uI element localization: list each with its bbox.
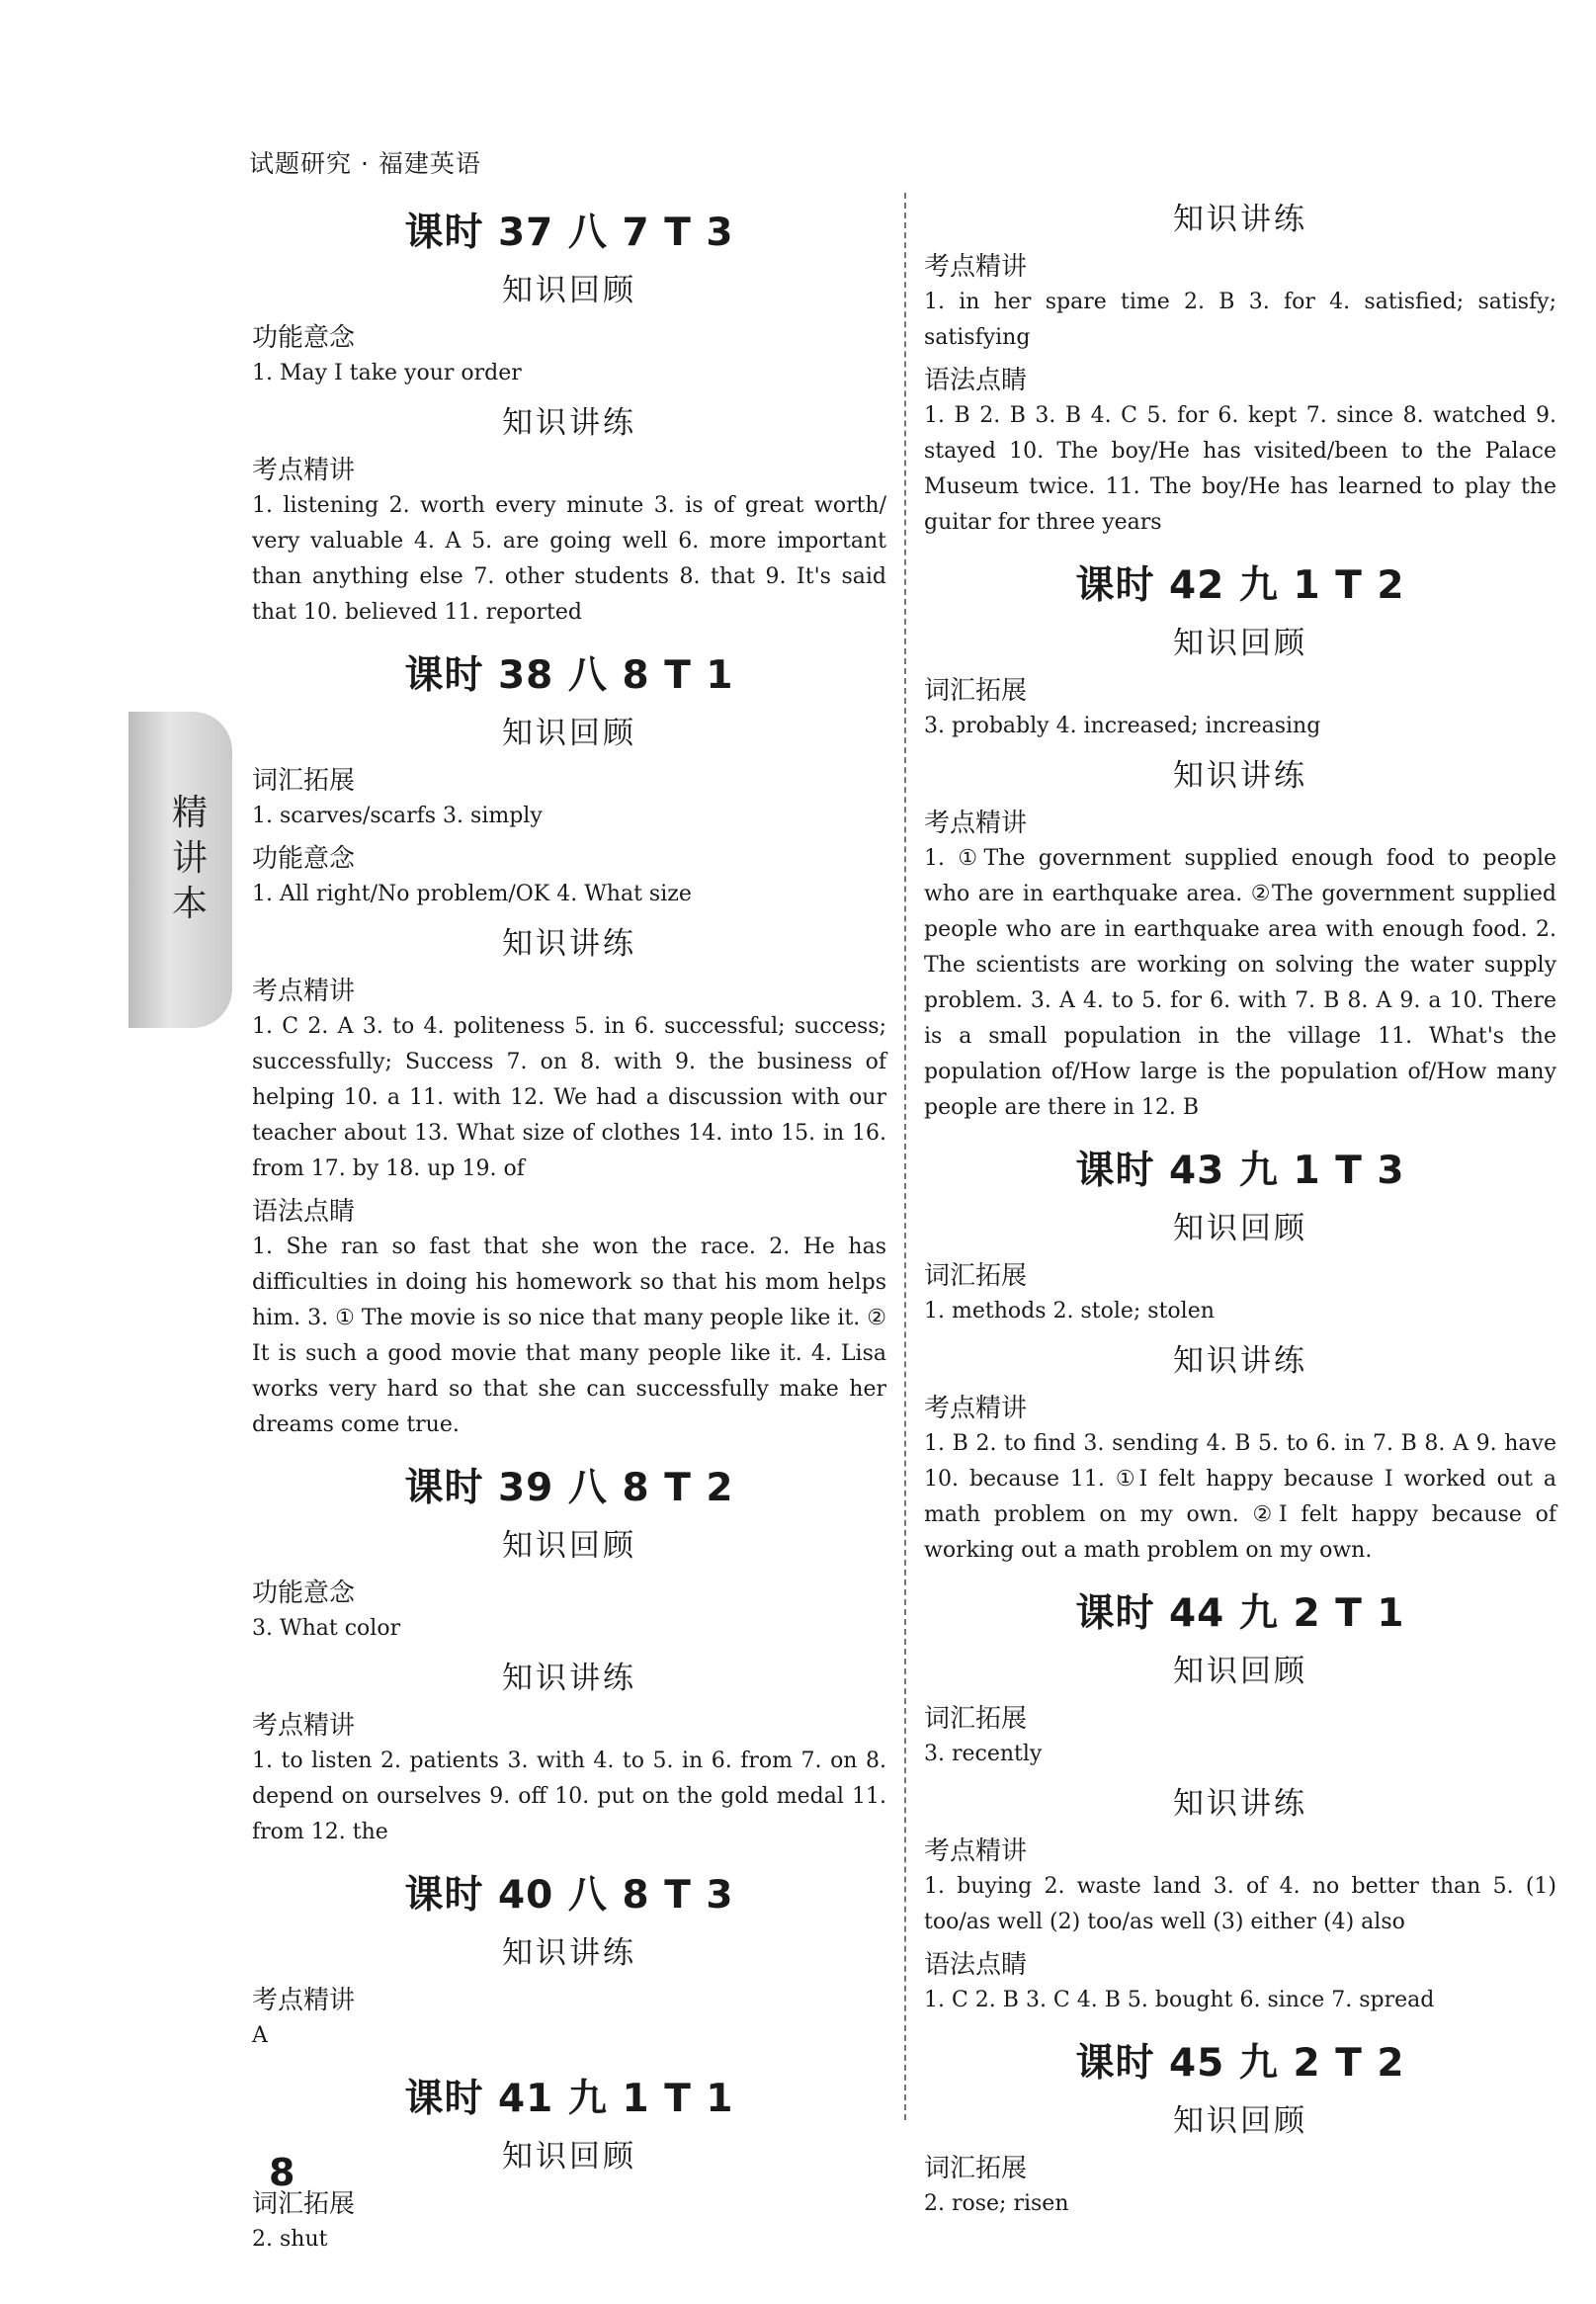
- side-tab: [128, 712, 232, 1028]
- lesson-title: 课时 41 九 1 T 1: [404, 2077, 734, 2121]
- subsection-heading: 考点精讲: [252, 456, 356, 485]
- right-column: [924, 188, 1556, 2222]
- answer-text: A: [252, 2023, 268, 2048]
- answer-text: 1. in her spare time 2. B 3. for 4. satisfied; satisfy; satisfying: [924, 290, 1556, 350]
- lesson-title: 课时 37 八 7 T 3: [404, 211, 734, 255]
- subsection-heading: 功能意念: [252, 323, 356, 353]
- lesson-title: 课时 38 八 8 T 1: [404, 653, 734, 698]
- subsection-heading: 词汇拓展: [252, 766, 356, 796]
- page-header: 试题研究 · 福建英语: [249, 149, 481, 178]
- answer-text: 2. shut: [252, 2227, 328, 2252]
- subsection-heading: 考点精讲: [252, 1986, 356, 2015]
- answer-text: 1. C 2. B 3. C 4. B 5. bought 6. since 7. spread: [924, 1988, 1435, 2012]
- answer-text: 1. B 2. to find 3. sending 4. B 5. to 6. in 7. B 8. A 9. have 10. because 11. ①I felt happy because I worked out a math problem on my own. ②I felt happy because of working out a math problem on my own.: [924, 1431, 1556, 1563]
- side-tab-label: 精讲本: [171, 793, 208, 924]
- answer-text: 1. to listen 2. patients 3. with 4. to 5. in 6. from 7. on 8. depend on ourselves 9. off 10. put on the gold medal 11. from 12. the: [252, 1749, 886, 1844]
- subsection-heading: 考点精讲: [924, 1394, 1028, 1423]
- subsection-heading: 考点精讲: [924, 252, 1028, 282]
- subsection-heading: 词汇拓展: [924, 676, 1028, 706]
- subsection-heading: 语法点睛: [252, 1197, 356, 1227]
- section-heading: 知识讲练: [502, 1661, 636, 1696]
- answer-text: 1. listening 2. worth every minute 3. is of great worth/ very valuable 4. A 5. are going well 6. more important than anything else 7. other students 8. that 9. It's said that 10. believed 11. reported: [252, 493, 886, 625]
- answer-text: 1. scarves/scarfs 3. simply: [252, 804, 543, 828]
- subsection-heading: 考点精讲: [252, 977, 356, 1006]
- subsection-heading: 语法点睛: [924, 1950, 1028, 1980]
- section-heading: 知识回顾: [502, 1528, 636, 1564]
- subsection-heading: 词汇拓展: [924, 1704, 1028, 1734]
- left-column: [252, 188, 886, 2258]
- lesson-title: 课时 42 九 1 T 2: [1075, 563, 1405, 608]
- section-heading: 知识讲练: [502, 926, 636, 962]
- answer-text: 1. All right/No problem/OK 4. What size: [252, 882, 692, 906]
- column-divider: [904, 193, 906, 2120]
- answer-text: 1. She ran so fast that she won the race. 2. He has difficulties in doing his homework so that his mom helps him. 3. ① The movie is so nice that many people like it. ② It is such a good movie that many people like it. 4. Lisa works very hard so that she can successfully make her dreams come true.: [252, 1235, 886, 1437]
- section-heading: 知识回顾: [1173, 1654, 1307, 1689]
- answer-text: 3. recently: [924, 1742, 1043, 1766]
- subsection-heading: 考点精讲: [924, 1836, 1028, 1866]
- section-heading: 知识讲练: [1173, 758, 1307, 794]
- answer-text: 1. methods 2. stole; stolen: [924, 1299, 1215, 1323]
- answer-text: 3. What color: [252, 1616, 401, 1641]
- subsection-heading: 功能意念: [252, 844, 356, 874]
- subsection-heading: 功能意念: [252, 1579, 356, 1608]
- page-number: 8: [269, 2151, 295, 2194]
- answer-text: 3. probably 4. increased; increasing: [924, 714, 1321, 738]
- section-heading: 知识回顾: [502, 2139, 636, 2175]
- answer-text: 1. ①The government supplied enough food to people who are in earthquake area. ②The government supplied people who are in earthquake area with enough food. 2. The scientists are working on solving the water supply problem. 3. A 4. to 5. for 6. with 7. B 8. A 9. a 10. There is a small population in the village 11. What's the population of/How large is the population of/How many people are there in 12. B: [924, 846, 1556, 1120]
- section-heading: 知识讲练: [502, 405, 636, 441]
- subsection-heading: 语法点睛: [924, 366, 1028, 395]
- section-heading: 知识讲练: [502, 1935, 636, 1971]
- section-heading: 知识讲练: [1173, 1786, 1307, 1822]
- answer-text: 1. May I take your order: [252, 361, 522, 385]
- answer-text: 1. B 2. B 3. B 4. C 5. for 6. kept 7. since 8. watched 9. stayed 10. The boy/He has visited/been to the Palace Museum twice. 11. The boy/He has learned to play the guitar for three years: [924, 403, 1556, 535]
- section-heading: 知识回顾: [502, 273, 636, 308]
- lesson-title: 课时 43 九 1 T 3: [1075, 1149, 1405, 1193]
- subsection-heading: 考点精讲: [252, 1711, 356, 1741]
- answer-text: 1. buying 2. waste land 3. of 4. no better than 5. (1) too/as well (2) too/as well (3) either (4) also: [924, 1874, 1556, 1934]
- section-heading: 知识回顾: [502, 716, 636, 751]
- section-heading: 知识讲练: [1173, 202, 1307, 237]
- section-heading: 知识回顾: [1173, 2103, 1307, 2139]
- answer-text: 1. C 2. A 3. to 4. politeness 5. in 6. successful; success; successfully; Success 7. on 8. with 9. the business of helping 10. a 11. with 12. We had a discussion with our teacher about 13. What size of clothes 14. into 15. in 16. from 17. by 18. up 19. of: [252, 1014, 886, 1181]
- subsection-heading: 考点精讲: [924, 809, 1028, 838]
- lesson-title: 课时 40 八 8 T 3: [404, 1873, 734, 1918]
- lesson-title: 课时 44 九 2 T 1: [1075, 1591, 1405, 1636]
- section-heading: 知识回顾: [1173, 626, 1307, 661]
- section-heading: 知识回顾: [1173, 1211, 1307, 1246]
- lesson-title: 课时 39 八 8 T 2: [404, 1466, 734, 1510]
- section-heading: 知识讲练: [1173, 1343, 1307, 1379]
- subsection-heading: 词汇拓展: [924, 1261, 1028, 1291]
- subsection-heading: 词汇拓展: [924, 2154, 1028, 2183]
- answer-text: 2. rose; risen: [924, 2191, 1069, 2216]
- lesson-title: 课时 45 九 2 T 2: [1075, 2041, 1405, 2086]
- subsection-heading: 词汇拓展: [252, 2189, 356, 2219]
